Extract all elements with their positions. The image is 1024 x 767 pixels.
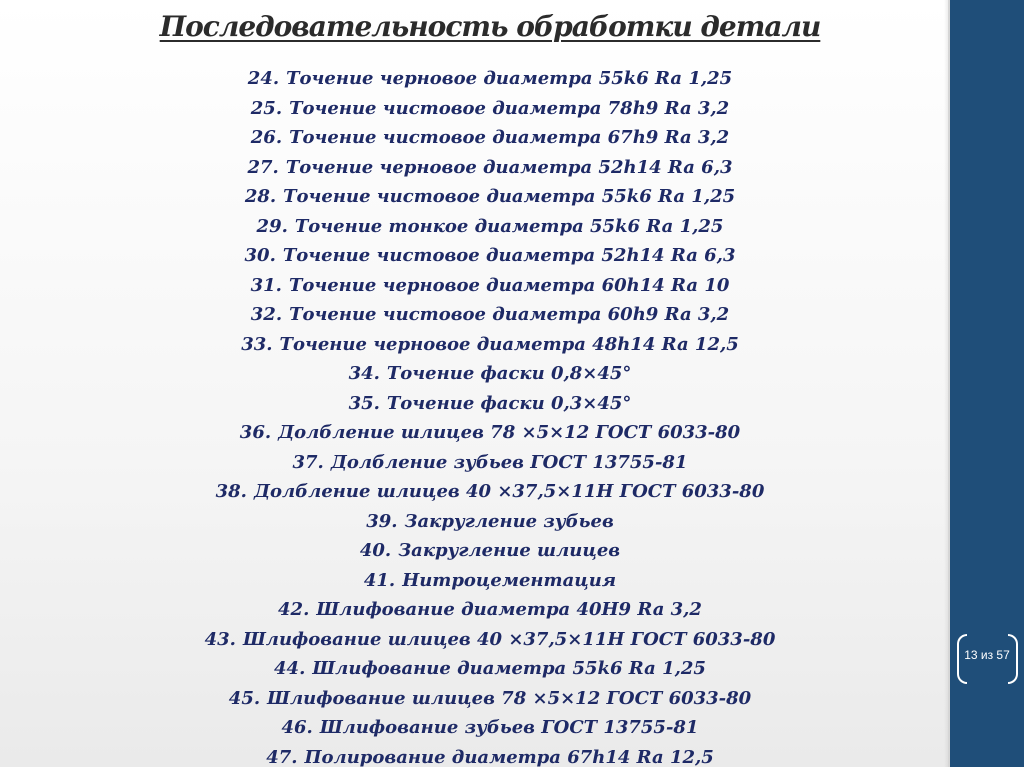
step-number: 45.: [228, 687, 261, 709]
slide-counter: 13 из 57: [964, 648, 1010, 662]
list-item: [140, 418, 840, 448]
list-item: [140, 182, 840, 212]
step-number: 28.: [244, 186, 277, 207]
step-number: 34.: [348, 363, 380, 384]
list-item: [140, 566, 840, 596]
slide-pager[interactable]: [950, 632, 1024, 688]
step-text: Точение черновое диаметра 48h14 Ra 12,5: [279, 333, 739, 355]
step-number: 44.: [274, 658, 306, 679]
list-item: [140, 300, 840, 330]
step-text: Точение черновое диаметра 52h14 Ra 6,3: [285, 156, 733, 178]
list-item: [140, 625, 840, 655]
step-number: 47.: [266, 746, 298, 767]
list-item: [140, 241, 840, 271]
list-item: [140, 330, 840, 360]
right-bracket-icon: [1008, 634, 1018, 684]
step-number: 37.: [292, 451, 324, 473]
list-item: [140, 271, 840, 301]
step-text: Шлифование шлицев 78 ×5×12 ГОСТ 6033-80: [267, 687, 752, 709]
step-number: 26.: [250, 127, 283, 148]
process-steps-list: [140, 64, 840, 767]
list-item: [140, 389, 840, 419]
step-text: Точение черновое диаметра 55k6 Ra 1,25: [286, 68, 733, 89]
step-text: Шлифование диаметра 55k6 Ra 1,25: [312, 658, 706, 679]
list-item: [140, 507, 840, 537]
step-number: 35.: [348, 392, 380, 414]
list-item: [140, 595, 840, 625]
slide-title-text: Последовательность обработки детали: [159, 10, 821, 43]
step-number: 29.: [256, 215, 288, 237]
step-number: 41.: [363, 569, 396, 591]
step-text: Закругление зубьев: [404, 510, 614, 532]
list-item: [140, 359, 840, 389]
list-item: [140, 448, 840, 478]
step-number: 32.: [250, 304, 283, 325]
step-text: Долбление шлицев 40 ×37,5×11Н ГОСТ 6033-80: [253, 481, 765, 502]
step-text: Точение черновое диаметра 60h14 Ra 10: [288, 274, 730, 296]
list-item: [140, 477, 840, 507]
list-item: [140, 684, 840, 714]
list-item: [140, 654, 840, 684]
step-text: Шлифование диаметра 40Н9 Ra 3,2: [316, 599, 702, 620]
step-text: Закругление шлицев: [398, 540, 621, 561]
step-text: Шлифование зубьев ГОСТ 13755-81: [319, 717, 699, 738]
step-number: 40.: [359, 540, 392, 561]
list-item: [140, 123, 840, 153]
list-item: [140, 536, 840, 566]
step-text: Точение чистовое диаметра 52h14 Ra 6,3: [282, 245, 736, 266]
step-number: 25.: [250, 97, 283, 119]
step-number: 46.: [281, 717, 313, 738]
step-text: Точение чистовое диаметра 67h9 Ra 3,2: [289, 127, 730, 148]
step-number: 31.: [250, 274, 282, 296]
step-number: 24.: [247, 68, 280, 89]
step-text: Точение фаски 0,3×45°: [386, 392, 632, 414]
step-text: Долбление шлицев 78 ×5×12 ГОСТ 6033-80: [278, 422, 741, 443]
step-text: Точение чистовое диаметра 60h9 Ra 3,2: [289, 304, 730, 325]
step-number: 27.: [247, 156, 279, 178]
step-number: 30.: [244, 245, 276, 266]
slide-title: [0, 10, 980, 43]
list-item: [140, 64, 840, 94]
list-item: [140, 153, 840, 183]
step-text: Полирование диаметра 67h14 Ra 12,5: [304, 746, 714, 767]
step-number: 36.: [239, 422, 272, 443]
step-number: 38.: [215, 481, 247, 502]
step-text: Долбление зубьев ГОСТ 13755-81: [330, 451, 688, 473]
list-item: [140, 713, 840, 743]
step-text: Точение тонкое диаметра 55k6 Ra 1,25: [294, 215, 724, 237]
step-number: 42.: [278, 599, 310, 620]
list-item: [140, 212, 840, 242]
step-text: Точение чистовое диаметра 78h9 Ra 3,2: [289, 97, 730, 119]
step-number: 33.: [241, 333, 273, 355]
step-text: Точение чистовое диаметра 55k6 Ra 1,25: [283, 186, 736, 207]
list-item: [140, 94, 840, 124]
list-item: [140, 743, 840, 767]
step-number: 39.: [366, 510, 398, 532]
step-text: Нитроцементация: [402, 569, 617, 591]
step-text: Шлифование шлицев 40 ×37,5×11Н ГОСТ 6033-80: [242, 628, 776, 650]
step-text: Точение фаски 0,8×45°: [386, 363, 632, 384]
step-number: 43.: [204, 628, 236, 650]
